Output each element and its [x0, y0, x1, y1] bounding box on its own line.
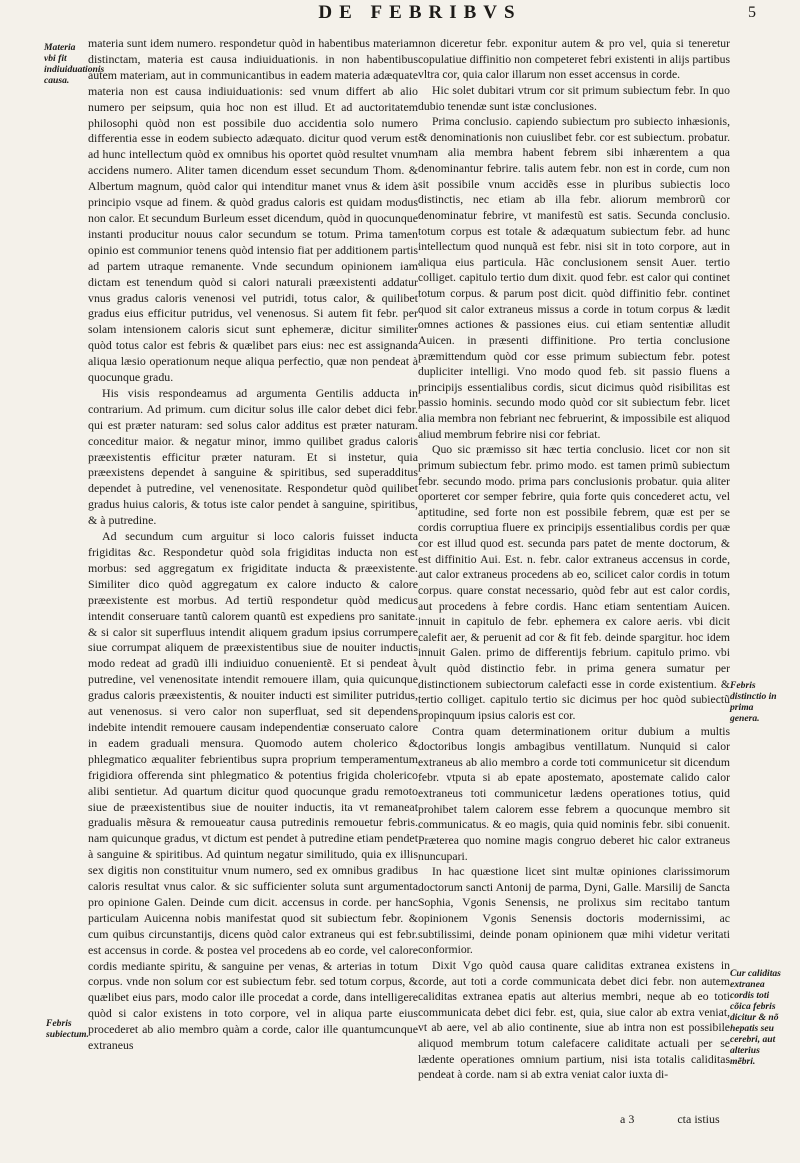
- paragraph: Hic solet dubitari vtrum cor sit primum subiectum febr. In quo dubio tenendæ sunt istæ conclusiones.: [418, 83, 730, 113]
- paragraph: His visis respondeamus ad argumenta Gentilis adducta in contrarium. Ad primum. cum dicitur solus ille calor debet dici febr. qui est præter naturam: sed solus calor additus est præter naturam. conceditur maior. & negatur minor, immo quilibet gradus caloris præexistentis efficitur præter naturam. Et si instetur, quia præexistens dependet à sanguine & spiritibus, sed superadditus dependet à putredine, vel venenositate. Respondetur quòd quilibet gradus huius caloris, & totus iste calor pendet à sanguine, spiritibus, & à putredine.: [88, 385, 418, 528]
- marginal-note-cur-caliditas: Cur caliditas extranea cordis toti cõica febris dicitur & nõ hepatis seu cerebri, aut alterius mẽbri.: [730, 968, 781, 1067]
- paragraph: non diceretur febr. exponitur autem & pro vel, quia si teneretur copulatiue diffinitio non competeret febri existenti in alijs partibus vltra cor, quia calor illarum non esset accensus in corde.: [418, 37, 730, 82]
- page-number: 5: [748, 4, 756, 21]
- running-title: DE FEBRIBVS: [318, 2, 522, 23]
- paragraph: Dixit Vgo quòd causa quare caliditas extranea existens in corde, aut toti a corde communicata debet dici febr. non autem caliditas extranea epatis aut alterius membri, neque ab eo toti communicata debet dici febr. est, quia, siue calor ab extra veniat, vt ab aere, vel ab alio continente, siue ab intra non est possibile aliquod membrum totum calefacere caliditate actuali per se lædente operationes omnium partium, nisi ista totalis caliditas pendeat à corde. nam si ab extra veniat calor iuxta di-: [418, 958, 730, 1082]
- catchword: cta istius: [677, 1112, 720, 1126]
- paragraph: materia sunt idem numero. respondetur quòd in habentibus materiam distinctam, materia est causa indiuiduationis. in non habentibus autem materiam, aut in communicantibus in eadem materia adæquate materia non est causa indiuiduationis: sed vnum differt ab alio numero per seipsum, quia hoc non est illud. Et ad auctoritatem philosophi quòd non est possibile duo accidentia solo numero differentia esse in eodem subiecto adæquato. dicitur quod verum est ad hunc intellectum quòd ex omnibus his oportet quòd resultet vnum accidens numero. Aliter tamen dicendum esset secundum Thom. & Albertum magnum, quòd calor qui intenditur manet vnus & idem à principio vsque ad finem. & quòd gradus caloris est quidam modus non calor. Et secundum Burleum esset dicendum, quòd in quocunque instanti producitur nouus calor secundum se totum. Prima tamen opinio est communior tenens quòd intensio fiat per additionem partis ad partem utraque remanente. Vnde secundum opinionem iam dictam est tenendum quòd si calori naturali præexistenti addatur vnus gradus caloris venenosi vel putridi, totus calor, & quilibet gradus eius efficitur putridus, vel venenosus. Si autem fit febr. per solam intensionem caloris sicut sunt ephemeræ, dicitur similiter quòd totus calor est febris & quælibet pars eius: nec est assignanda aliqua læsio operationum neque aliqua perfectio, quæ non pendeat à quocunque gradu.: [88, 36, 418, 385]
- paragraph: Contra quam determinationem oritur dubium a multis doctoribus longis ambagibus ventillatum. Nunquid si calor extraneus ab alio membro a corde toti communicetur sit dicendum febr. vtputa si ab epate apostemato, apostemate calido calor extraneus toti communicetur lædens operationes totius, quid prohibet talem calorem esse febrem a quocunque membro sit communicatus. & eo magis, quia quid nominis febr. sibi conuenit. Præterea quo nomine magis congruo deberet hic calor extraneus nuncupari.: [418, 724, 730, 863]
- marginal-note-febris-subiectum: Febris subiectum.: [46, 1018, 89, 1040]
- marginal-note-febris-distinctio: Febris distinctio in prima genera.: [730, 680, 777, 724]
- text-column-left: [88, 36, 418, 1054]
- paragraph: In hac quæstione licet sint multæ opiniones clarissimorum doctorum sancti Antonij de parma, Dyni, Galle. Marsilij de Sancta Sophia, Vgonis Senensis, ne prolixus sim recitabo tantum opinionem Vgonis Senensis doctoris modernissimi, ac subtilissimi, deinde ponam opinionem quæ mihi videtur veritati conformior.: [418, 865, 730, 957]
- paragraph: Ad secundum cum arguitur si loco caloris fuisset inducta frigiditas &c. Respondetur quòd sola frigiditas inducta non est morbus: sed aggregatum ex frigiditate inducta & præexistente. Similiter dico quòd aggregatum ex calore inducto & calore præexistente est morbus. Ad tertiũ respondetur quòd medicus intendit conseruare tantũ calorem quantũ est expediens pro sanitate. & si calor sit superfluus intendit aliquem gradum ipsius corrumpere siue corrumpat aliquem de præexistentibus siue de nouiter inductis modo redeat ad gradũ illi indiuiduo conuenientẽ. Et si pendeat à putredine, vel venenositate intendit remouere illam, quia quicunque gradus caloris præexistentis, & nouiter inducti est similiter putridus, aut venenosus. si vero calor non superfluat, sed sit dependens indebite intendit remouere causam independentiæ conseruato calore in eadem graduali mensura. Quomodo autem cholerico & phlegmatico æqualiter febrientibus supra proprium temperamentum frigidiora offerenda sint phlegmatico & potentius frigida cholerico alibi sentietur. Ad quartum dicitur quod quocunque gradu remoto siue de præexistentibus siue de nouiter inductis, ita vt remaneat gradualis mẽsura & remoueatur causa putredinis remouetur febris. nam quicunque gradus, vt dictum est pendet à putredine etiam pendet à sanguine & spiritibus. Ad quintum negatur similitudo, quia ex illis sex digitis non constituitur vnum numero, sed ex omnibus gradibus caloris resultat vnus calor. & sic sufficienter soluta sunt argumenta pro opinione Galen. Deinde cum dicit. accensus in corde. per hanc particulam Auicenna nobis manifestat quod sit subiectum febr. & cum quibus circunstantijs, dicens quòd calor extraneus qui est febr. est accensus in corde. & postea vel procedens ab eo corde, vel calore cordis mediante spiritu, & sanguine per venas, & arterias in totum corpus. vnde non solum cor est subiectum febr. sed totum corpus, & quælibet eius pars, modo calor ille procedat a corde, dans intelligere quòd si calor existens in toto corpore, vel in aliqua parte eius procederet ab alio membro quàm a corde, calor ille quantumcunque extraneus: [88, 529, 418, 1053]
- paragraph: Prima conclusio. capiendo subiectum pro subiecto inhæsionis, & denominationis non cuiuslibet febr. cor est subiectum. probatur. nam alia membra habent febrem sibi inhærentem a qua denominantur febrire. talis autem febr. non est in corde, cum non sit possibile vnum accidẽs esse in pluribus subiectis loco distinctis, nec etiam ab illa febr. aliorum membrorũ cor denominatur febrire, vt manifestũ est satis. Secunda conclusio. totum corpus est totale & adæquatum subiectum febr. ad hunc intellectum quod nunquã est febr. nisi sit in toto corpore, aut in aliqua eius particula. Hãc conclusionem sensit Auer. tertio colliget. capitulo tertio dum dixit. quod febr. est calor qui continet totum corpus. & parum post dicit. quòd diffinitio febr. continet quod sit calor extraneus missus a corde in totum corpus & lædit omnes actiones & passiones eius. cui etiam sententiæ alludit Auicen. in præsenti diffinitione. Pro tertia conclusione præmittendum quòd cor esse primum subiectum febr. potest dupliciter intelligi. Vno modo quod feb. sit passio fluens a principijs essentialibus cordis, sicut dicimus quòd risibilitas est passio hominis. secundo modo quòd cor sit subiectum febr. licet alia membra non febriant nec februerint, & impossibile est aliquod aliud membrum febrire nisi cor febriat.: [418, 115, 730, 441]
- signature-mark: a 3: [620, 1112, 635, 1126]
- page-footer: [620, 1112, 760, 1127]
- marginal-note-materia: Materia vbi fit indiuiduationis causa.: [44, 42, 105, 86]
- text-column-right: [418, 36, 730, 1083]
- paragraph: Quo sic præmisso sit hæc tertia conclusio. licet cor non sit primum subiectum febr. primo modo. est tamen primũ subiectum febr. secundo modo. prima pars conclusionis probatur. quia aliter oporteret cor semper febrire, quia forte quis concederet actu, vel aptitudine, sed forte non est possibile febrem, quæ est per se cordis corruptiua fluere ex principijs essentialibus cordis per quæ cor est illud quod est. secunda pars patet de mente doctorum, & est diffinitio Aui. Est. n. febr. calor extraneus accensus in corde, aut calor extraneus procedens ab eo, scilicet calor cordis in totum corpus. quare constat necessario, quòd febr aut est calor cordis, aut procedens à febre cordis. Hanc etiam sententiam Auicen. innuit in capitulo de febr. ephemera ex calore aeris. vbi dicit calefit aer, & peruenit ad cor & fit feb. deinde spargitur. hoc idem innuit Galen. primo de differentijs febrium. capitulo primo. vbi vult quòd distinctio febr. in prima genera sumatur per distinctionem subiectorum calefacti esse in corde existentium. & tertio colliget. capitulo tertio sic dicimus per hoc quòd subiectũ propinquum ipsius caloris est cor.: [418, 443, 730, 722]
